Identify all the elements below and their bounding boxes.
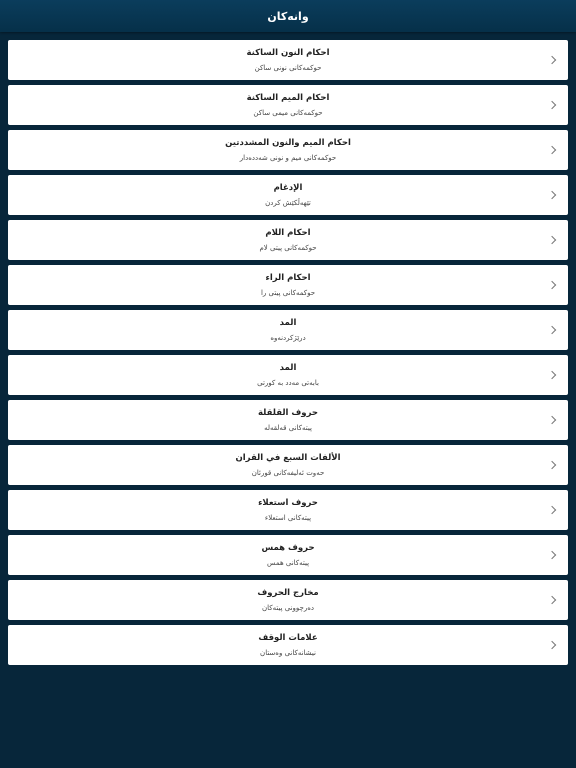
- lesson-subtitle: حوکمەکانی میم و نونی شەددەدار: [239, 153, 337, 162]
- lesson-title: علامات الوقف: [258, 632, 318, 643]
- chevron-right-icon: [548, 236, 556, 244]
- lesson-item-madd[interactable]: [8, 310, 568, 350]
- lesson-title: احكام الميم والنون المشددتين: [225, 137, 351, 148]
- chevron-right-icon: [548, 56, 556, 64]
- chevron-right-icon: [548, 191, 556, 199]
- chevron-right-icon: [548, 596, 556, 604]
- chevron-right-icon: [548, 281, 556, 289]
- lesson-item-idgham[interactable]: [8, 175, 568, 215]
- lesson-subtitle: پیتەکانی همس: [266, 558, 310, 567]
- chevron-right-icon: [548, 506, 556, 514]
- page-title: وانەکان: [267, 9, 309, 23]
- app-header: [0, 0, 576, 32]
- lesson-title: احكام الميم الساكنة: [246, 92, 330, 103]
- lesson-subtitle: حەوت ئەلیفەکانی قورئان: [251, 468, 325, 477]
- lesson-title: احكام النون الساكنة: [246, 47, 330, 58]
- chevron-right-icon: [548, 371, 556, 379]
- lesson-item-mim-nun-mushaddad[interactable]: [8, 130, 568, 170]
- lesson-item-ra[interactable]: [8, 265, 568, 305]
- chevron-right-icon: [548, 551, 556, 559]
- lesson-title: مخارج الحروف: [257, 587, 319, 598]
- lesson-subtitle: تێهەڵکێش کردن: [265, 198, 311, 207]
- lesson-item-madd-summary[interactable]: [8, 355, 568, 395]
- lesson-item-lam[interactable]: [8, 220, 568, 260]
- lesson-subtitle: حوکمەکانی نونی ساکن: [254, 63, 322, 72]
- lesson-item-hams[interactable]: [8, 535, 568, 575]
- chevron-right-icon: [548, 146, 556, 154]
- lesson-item-waqf-signs[interactable]: [8, 625, 568, 665]
- lesson-title: حروف استعلاء: [258, 497, 318, 508]
- lesson-title: الألفات السبع في القران: [235, 452, 341, 463]
- lesson-subtitle: پیتەکانی قەلقەلە: [264, 423, 312, 432]
- lesson-title: حروف همس: [261, 542, 315, 553]
- lesson-subtitle: نیشانەکانی وەستان: [260, 648, 316, 657]
- lesson-item-seven-alifs[interactable]: [8, 445, 568, 485]
- lesson-item-mim-sakinah[interactable]: [8, 85, 568, 125]
- lesson-subtitle: حوکمەکانی پیتی را: [260, 288, 316, 297]
- lesson-item-makharij[interactable]: [8, 580, 568, 620]
- chevron-right-icon: [548, 461, 556, 469]
- lesson-subtitle: دەرچوونی پیتەکان: [261, 603, 315, 612]
- lesson-list: [0, 32, 576, 665]
- lesson-item-nun-sakinah[interactable]: [8, 40, 568, 80]
- lesson-title: حروف القلقلة: [258, 407, 318, 418]
- chevron-right-icon: [548, 641, 556, 649]
- lesson-title: احكام الراء: [265, 272, 311, 283]
- chevron-right-icon: [548, 416, 556, 424]
- lesson-item-istila[interactable]: [8, 490, 568, 530]
- lesson-title: الإدغام: [273, 182, 303, 193]
- lesson-subtitle: درێژکردنەوە: [270, 333, 306, 342]
- lesson-subtitle: پیتەکانی استعلاء: [264, 513, 312, 522]
- lesson-subtitle: حوکمەکانی پیتی لام: [259, 243, 317, 252]
- chevron-right-icon: [548, 326, 556, 334]
- lesson-title: المد: [279, 362, 297, 373]
- lesson-subtitle: بابەتی مەدد بە کورتی: [257, 378, 319, 387]
- lesson-title: المد: [279, 317, 297, 328]
- lesson-item-qalqalah[interactable]: [8, 400, 568, 440]
- lesson-subtitle: حوکمەکانی میمی ساکن: [253, 108, 323, 117]
- chevron-right-icon: [548, 101, 556, 109]
- lesson-title: احكام اللام: [265, 227, 311, 238]
